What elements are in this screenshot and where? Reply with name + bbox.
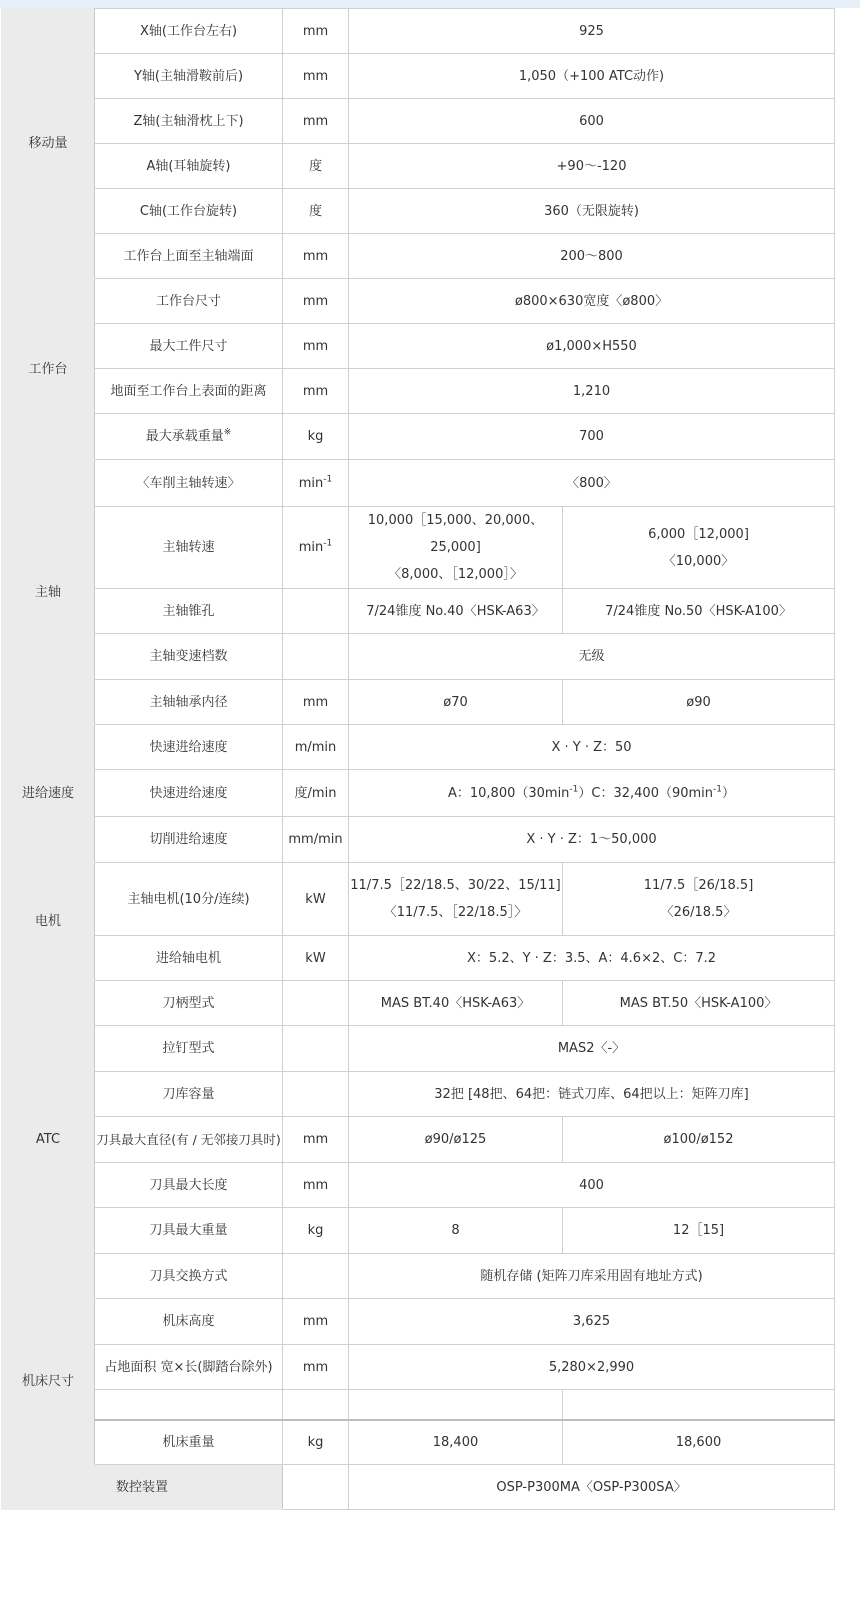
- unit-cell: [283, 1026, 349, 1072]
- unit-cell: mm: [283, 279, 349, 324]
- value-cell: 〈800〉: [349, 460, 835, 507]
- value-line: 11/7.5［26/18.5]: [643, 878, 754, 893]
- value-line: 11/7.5［22/18.5、30/22、15/11]: [350, 878, 561, 893]
- table-row: [2, 507, 835, 589]
- unit-cell: mm: [283, 324, 349, 369]
- item-label: 切削进给速度: [95, 817, 283, 863]
- unit-cell: mm: [283, 1299, 349, 1345]
- unit-cell: [283, 460, 349, 507]
- value-cell: 600: [349, 99, 835, 144]
- value-cell: 无级: [349, 634, 835, 680]
- value-cell: 5,280×2,990: [349, 1345, 835, 1390]
- value-cell-right: [563, 863, 835, 936]
- unit-cell: mm: [283, 9, 349, 54]
- unit-cell: mm: [283, 99, 349, 144]
- value-line: 〈26/18.5〉: [660, 905, 737, 920]
- item-label: 拉钉型式: [95, 1026, 283, 1072]
- category-table: 工作台: [2, 279, 95, 460]
- item-label: 主轴电机(10分/连续): [95, 863, 283, 936]
- value-cell-right: [563, 507, 835, 589]
- unit-text: min: [298, 475, 324, 491]
- category-motor: 电机: [2, 863, 95, 981]
- item-label: 刀库容量: [95, 1072, 283, 1117]
- value-cell-right: MAS BT.50〈HSK-A100〉: [563, 981, 835, 1026]
- value-cell: 3,625: [349, 1299, 835, 1345]
- item-label: A轴(耳轴旋转): [95, 144, 283, 189]
- unit-cell: kg: [283, 1208, 349, 1254]
- value-cell-left: [349, 507, 563, 589]
- table-row: [2, 936, 835, 981]
- value-cell: X：5.2、Y · Z：3.5、A：4.6×2、C：7.2: [349, 936, 835, 981]
- item-label: 主轴锥孔: [95, 589, 283, 634]
- category-feed: 进给速度: [2, 725, 95, 863]
- value-line: 6,000［12,000]: [648, 526, 749, 542]
- table-row: [2, 460, 835, 507]
- unit-cell: mm/min: [283, 817, 349, 863]
- table-row: [2, 770, 835, 817]
- unit-cell: kW: [283, 936, 349, 981]
- value-sup: -1: [569, 784, 579, 795]
- unit-cell: mm: [283, 54, 349, 99]
- item-label: X轴(工作台左右): [95, 9, 283, 54]
- table-row: [2, 189, 835, 234]
- item-label: 占地面积 宽×长(脚踏台除外): [95, 1345, 283, 1390]
- blank-cell: [95, 1390, 283, 1420]
- unit-cell: kg: [283, 414, 349, 460]
- note-mark: ※: [223, 427, 232, 438]
- value-cell-left: 18,400: [349, 1420, 563, 1465]
- value-cell-left: MAS BT.40〈HSK-A63〉: [349, 981, 563, 1026]
- item-label: 〈车削主轴转速〉: [95, 460, 283, 507]
- value-cell-right: 7/24锥度 No.50〈HSK-A100〉: [563, 589, 835, 634]
- table-row: [2, 1465, 835, 1510]
- value-cell: OSP-P300MA〈OSP-P300SA〉: [349, 1465, 835, 1510]
- item-label: 快速进给速度: [95, 725, 283, 770]
- unit-cell: [283, 634, 349, 680]
- item-label: 主轴变速档数: [95, 634, 283, 680]
- item-label: 地面至工作台上表面的距离: [95, 369, 283, 414]
- item-label: 刀具最大重量: [95, 1208, 283, 1254]
- value-cell-left: [349, 863, 563, 936]
- table-row: [2, 144, 835, 189]
- value-cell: 32把 [48把、64把：链式刀库、64把以上：矩阵刀库]: [349, 1072, 835, 1117]
- unit-cell: mm: [283, 680, 349, 725]
- table-row: [2, 1026, 835, 1072]
- table-row: [2, 99, 835, 144]
- table-row: [2, 324, 835, 369]
- item-label: Z轴(主轴滑枕上下): [95, 99, 283, 144]
- value-cell-right: ø100/ø152: [563, 1117, 835, 1163]
- category-size: 机床尺寸: [2, 1299, 95, 1465]
- unit-cell: mm: [283, 1117, 349, 1163]
- unit-text: min: [298, 540, 324, 555]
- table-row: [2, 1254, 835, 1299]
- unit-cell: mm: [283, 1345, 349, 1390]
- value-cell: +90～-120: [349, 144, 835, 189]
- unit-cell: [283, 1072, 349, 1117]
- table-row: [2, 1117, 835, 1163]
- item-text: 最大承载重量: [145, 429, 224, 444]
- unit-cell: [283, 507, 349, 589]
- unit-cell: mm: [283, 369, 349, 414]
- value-cell-right: 18,600: [563, 1420, 835, 1465]
- value-cell: MAS2〈-〉: [349, 1026, 835, 1072]
- value-cell: 随机存储 (矩阵刀库采用固有地址方式): [349, 1254, 835, 1299]
- table-row: [2, 634, 835, 680]
- table-row: [2, 589, 835, 634]
- table-row: [2, 1420, 835, 1465]
- category-nc: 数控装置: [2, 1465, 283, 1510]
- blank-cell: [349, 1390, 563, 1420]
- item-label: Y轴(主轴滑鞍前后): [95, 54, 283, 99]
- blank-cell: [283, 1390, 349, 1420]
- unit-cell: 度: [283, 189, 349, 234]
- item-label: 主轴转速: [95, 507, 283, 589]
- blank-cell: [563, 1390, 835, 1420]
- value-line: 〈8,000、［12,000］〉: [388, 567, 523, 582]
- table-row: [2, 981, 835, 1026]
- value-part: ）: [722, 785, 736, 801]
- item-label: 最大工件尺寸: [95, 324, 283, 369]
- unit-cell: kW: [283, 863, 349, 936]
- value-cell-right: 12［15]: [563, 1208, 835, 1254]
- unit-cell: 度: [283, 144, 349, 189]
- unit-cell: mm: [283, 234, 349, 279]
- table-row-blank: [2, 1390, 835, 1420]
- value-cell: X · Y · Z：1～50,000: [349, 817, 835, 863]
- value-part: ）C：32,400（90min: [578, 785, 714, 801]
- value-line: 〈11/7.5、［22/18.5］〉: [383, 905, 528, 920]
- value-cell: 400: [349, 1163, 835, 1208]
- table-row: [2, 725, 835, 770]
- value-cell: 200～800: [349, 234, 835, 279]
- top-strip: [0, 0, 860, 8]
- value-cell: 700: [349, 414, 835, 460]
- unit-sup: -1: [323, 474, 333, 485]
- table-row: [2, 1345, 835, 1390]
- item-label: 机床重量: [95, 1420, 283, 1465]
- item-label: 刀具最大长度: [95, 1163, 283, 1208]
- value-cell: ø1,000×H550: [349, 324, 835, 369]
- table-row: [2, 863, 835, 936]
- table-row: [2, 817, 835, 863]
- unit-cell: mm: [283, 1163, 349, 1208]
- spec-table: [1, 8, 835, 1510]
- item-label: 机床高度: [95, 1299, 283, 1345]
- table-row: [2, 369, 835, 414]
- unit-cell: m/min: [283, 725, 349, 770]
- item-label: 刀具交换方式: [95, 1254, 283, 1299]
- value-cell-left: 8: [349, 1208, 563, 1254]
- table-row: [2, 9, 835, 54]
- value-cell: 1,050（+100 ATC动作): [349, 54, 835, 99]
- value-cell-right: ø90: [563, 680, 835, 725]
- unit-cell: [283, 1465, 349, 1510]
- value-cell: 925: [349, 9, 835, 54]
- value-line: 10,000［15,000、20,000、25,000]: [367, 513, 544, 555]
- item-label: 工作台尺寸: [95, 279, 283, 324]
- unit-cell: [283, 589, 349, 634]
- unit-cell: [283, 1254, 349, 1299]
- value-cell: 1,210: [349, 369, 835, 414]
- value-cell: [349, 770, 835, 817]
- item-label: 进给轴电机: [95, 936, 283, 981]
- item-label: 刀柄型式: [95, 981, 283, 1026]
- unit-cell: kg: [283, 1420, 349, 1465]
- item-label: C轴(工作台旋转): [95, 189, 283, 234]
- value-cell-left: ø70: [349, 680, 563, 725]
- value-cell-left: ø90/ø125: [349, 1117, 563, 1163]
- table-row: [2, 234, 835, 279]
- unit-sup: -1: [323, 538, 333, 549]
- table-row: [2, 1072, 835, 1117]
- table-row: [2, 1163, 835, 1208]
- table-row: [2, 414, 835, 460]
- value-line: 〈10,000〉: [662, 553, 735, 569]
- value-cell: ø800×630宽度〈ø800〉: [349, 279, 835, 324]
- category-travel: 移动量: [2, 9, 95, 279]
- item-label: [95, 414, 283, 460]
- unit-cell: 度/min: [283, 770, 349, 817]
- table-row: [2, 680, 835, 725]
- value-sup: -1: [713, 784, 723, 795]
- value-cell: X · Y · Z：50: [349, 725, 835, 770]
- table-row: [2, 54, 835, 99]
- value-cell: 360（无限旋转): [349, 189, 835, 234]
- table-row: [2, 279, 835, 324]
- unit-cell: [283, 981, 349, 1026]
- item-label: 快速进给速度: [95, 770, 283, 817]
- item-label: 工作台上面至主轴端面: [95, 234, 283, 279]
- item-label: 主轴轴承内径: [95, 680, 283, 725]
- category-atc: ATC: [2, 981, 95, 1299]
- value-cell-left: 7/24锥度 No.40〈HSK-A63〉: [349, 589, 563, 634]
- category-spindle: 主轴: [2, 460, 95, 725]
- table-row: [2, 1208, 835, 1254]
- table-row: [2, 1299, 835, 1345]
- value-part: A：10,800（30min: [447, 785, 570, 801]
- item-label: 刀具最大直径(有 / 无邻接刀具时): [95, 1117, 283, 1163]
